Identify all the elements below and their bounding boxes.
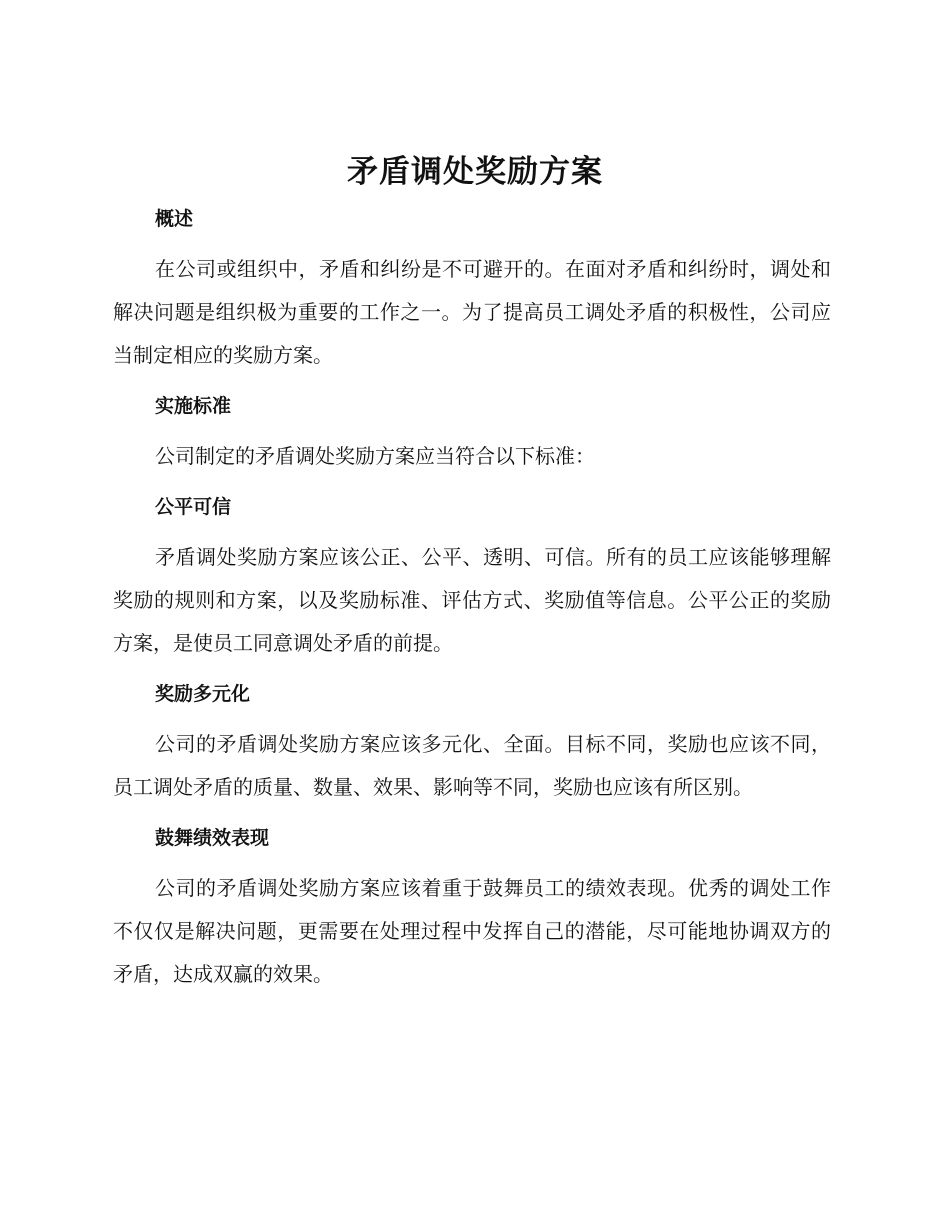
section-heading: 奖励多元化 bbox=[155, 683, 251, 705]
section-implementation-standards bbox=[113, 383, 831, 484]
section-heading: 概述 bbox=[155, 208, 194, 230]
document-body bbox=[113, 196, 831, 996]
section-paragraph: 公司的矛盾调处奖励方案应该多元化、全面。目标不同，奖励也应该不同，员工调处矛盾的质量、数量、效果、影响等不同，奖励也应该有所区别。 bbox=[113, 732, 831, 799]
section-diversified-rewards bbox=[113, 671, 831, 815]
section-heading: 鼓舞绩效表现 bbox=[155, 827, 270, 849]
section-fair-credible bbox=[113, 484, 831, 671]
section-overview bbox=[113, 196, 831, 383]
section-paragraph: 在公司或组织中，矛盾和纠纷是不可避开的。在面对矛盾和纠纷时，调处和解决问题是组织极为重要的工作之一。为了提高员工调处矛盾的积极性，公司应当制定相应的奖励方案。 bbox=[113, 257, 831, 367]
document-title: 矛盾调处奖励方案 bbox=[347, 154, 603, 190]
section-heading: 实施标准 bbox=[155, 395, 232, 417]
section-paragraph: 公司的矛盾调处奖励方案应该着重于鼓舞员工的绩效表现。优秀的调处工作不仅仅是解决问题，更需要在处理过程中发挥自己的潜能，尽可能地协调双方的矛盾，达成双赢的效果。 bbox=[113, 876, 831, 986]
section-heading: 公平可信 bbox=[155, 496, 232, 518]
section-paragraph: 矛盾调处奖励方案应该公正、公平、透明、可信。所有的员工应该能够理解奖励的规则和方案，以及奖励标准、评估方式、奖励值等信息。公平公正的奖励方案，是使员工同意调处矛盾的前提。 bbox=[113, 545, 831, 655]
section-paragraph: 公司制定的矛盾调处奖励方案应当符合以下标准： bbox=[155, 444, 595, 468]
section-encourage-performance bbox=[113, 815, 831, 996]
